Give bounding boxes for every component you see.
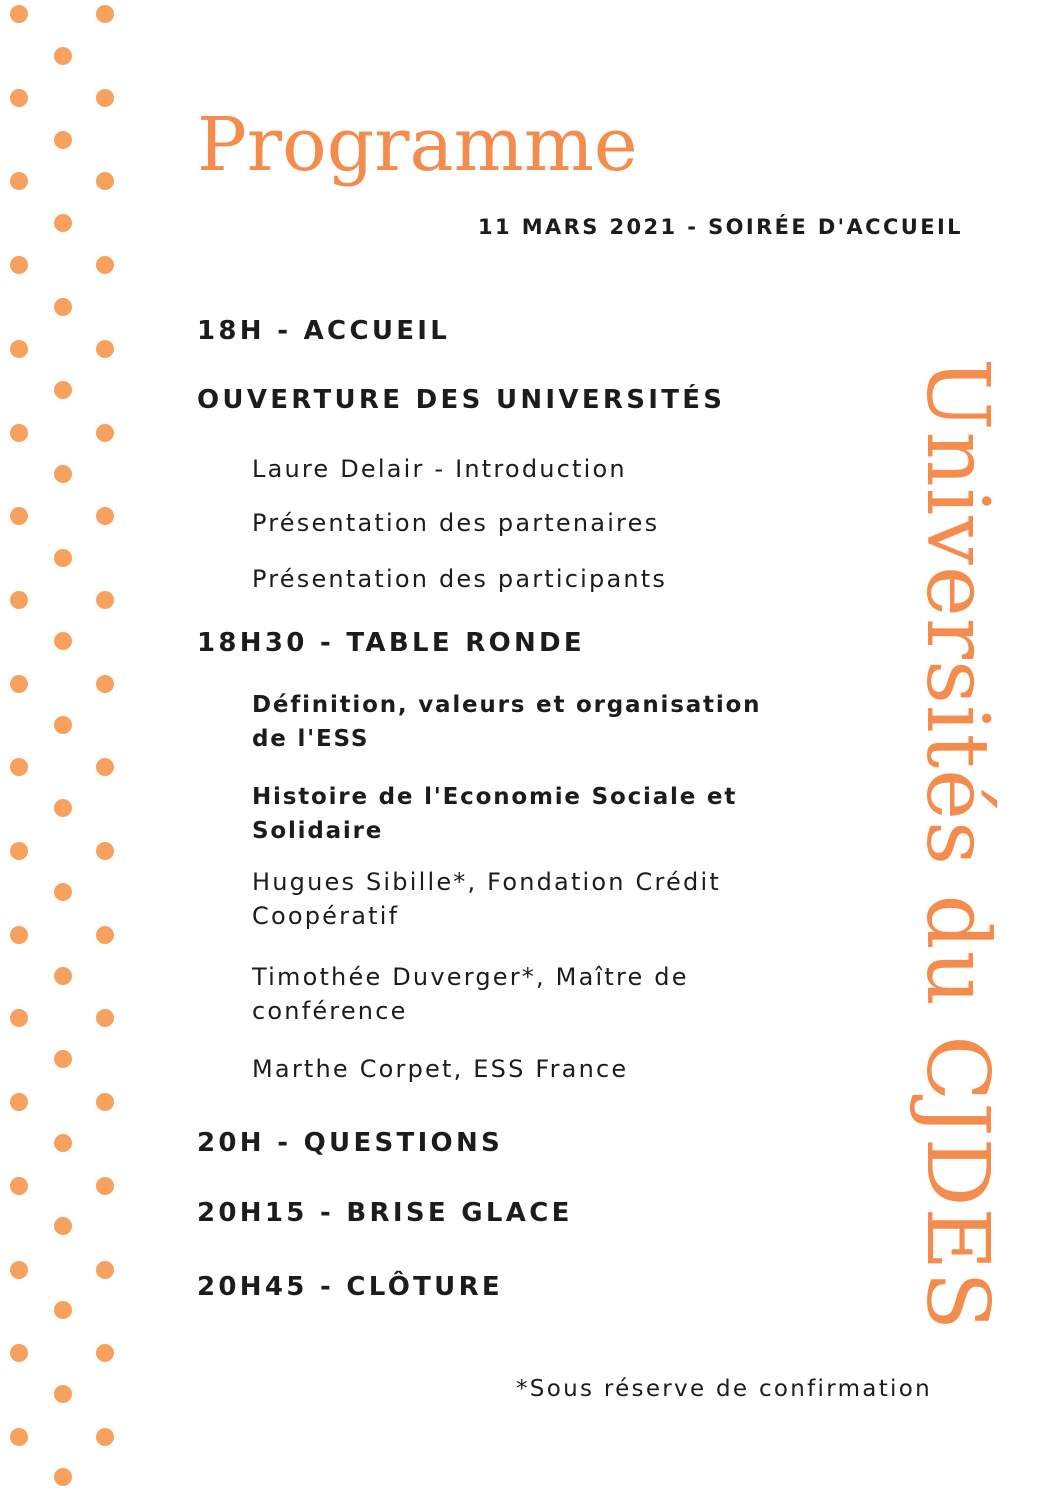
agenda-questions: 20H - QUESTIONS bbox=[197, 1128, 504, 1158]
decorative-dot bbox=[96, 591, 114, 609]
decorative-dot bbox=[10, 675, 28, 693]
decorative-dot bbox=[10, 507, 28, 525]
decorative-dot bbox=[96, 1093, 114, 1111]
vertical-event-title: Universités du CJDES bbox=[907, 358, 1007, 1332]
table-ronde-topic: Histoire de l'Economie Sociale et Solidaire bbox=[252, 784, 738, 844]
table-ronde-speaker: Marthe Corpet, ESS France bbox=[252, 1055, 629, 1083]
decorative-dot bbox=[54, 632, 72, 650]
decorative-dot bbox=[96, 675, 114, 693]
decorative-dot bbox=[54, 1050, 72, 1068]
table-ronde-topic: Définition, valeurs et organisation de l'ESS bbox=[252, 692, 762, 752]
decorative-dot bbox=[96, 507, 114, 525]
decorative-dot bbox=[10, 1261, 28, 1279]
decorative-dot bbox=[54, 298, 72, 316]
decorative-dot bbox=[10, 1009, 28, 1027]
decorative-dot bbox=[96, 926, 114, 944]
decorative-dot bbox=[96, 424, 114, 442]
decorative-dot bbox=[96, 842, 114, 860]
agenda-brise-glace: 20H15 - BRISE GLACE bbox=[197, 1198, 573, 1228]
agenda-cloture: 20H45 - CLÔTURE bbox=[197, 1272, 503, 1302]
decorative-dot bbox=[10, 340, 28, 358]
decorative-dot bbox=[10, 172, 28, 190]
decorative-dot bbox=[54, 967, 72, 985]
decorative-dot bbox=[10, 424, 28, 442]
decorative-dot bbox=[54, 1134, 72, 1152]
agenda-ouverture-heading: OUVERTURE DES UNIVERSITÉS bbox=[197, 385, 726, 415]
ouverture-item: Présentation des partenaires bbox=[252, 509, 660, 537]
decorative-dot bbox=[10, 842, 28, 860]
decorative-dot bbox=[54, 131, 72, 149]
polka-dot-decoration bbox=[0, 0, 140, 1497]
decorative-dot bbox=[96, 758, 114, 776]
decorative-dot bbox=[10, 256, 28, 274]
decorative-dot bbox=[96, 5, 114, 23]
decorative-dot bbox=[54, 465, 72, 483]
decorative-dot bbox=[54, 1301, 72, 1319]
decorative-dot bbox=[54, 716, 72, 734]
decorative-dot bbox=[54, 47, 72, 65]
decorative-dot bbox=[10, 89, 28, 107]
decorative-dot bbox=[96, 1344, 114, 1362]
decorative-dot bbox=[54, 1468, 72, 1486]
table-ronde-speaker: Timothée Duverger*, Maître de conférence bbox=[252, 963, 689, 1025]
decorative-dot bbox=[10, 1093, 28, 1111]
agenda-table-ronde-heading: 18H30 - TABLE RONDE bbox=[197, 628, 585, 658]
decorative-dot bbox=[54, 1385, 72, 1403]
decorative-dot bbox=[10, 926, 28, 944]
decorative-dot bbox=[10, 5, 28, 23]
ouverture-item: Laure Delair - Introduction bbox=[252, 455, 627, 483]
decorative-dot bbox=[96, 1428, 114, 1446]
decorative-dot bbox=[10, 1428, 28, 1446]
event-date-subtitle: 11 MARS 2021 - SOIRÉE D'ACCUEIL bbox=[478, 215, 963, 239]
decorative-dot bbox=[96, 340, 114, 358]
decorative-dot bbox=[54, 799, 72, 817]
decorative-dot bbox=[96, 1177, 114, 1195]
footnote: *Sous réserve de confirmation bbox=[516, 1376, 932, 1402]
decorative-dot bbox=[96, 172, 114, 190]
decorative-dot bbox=[10, 758, 28, 776]
decorative-dot bbox=[96, 1009, 114, 1027]
decorative-dot bbox=[96, 256, 114, 274]
agenda-accueil: 18H - ACCUEIL bbox=[197, 316, 451, 346]
decorative-dot bbox=[54, 381, 72, 399]
ouverture-item: Présentation des participants bbox=[252, 565, 668, 593]
table-ronde-speaker: Hugues Sibille*, Fondation Crédit Coopératif bbox=[252, 868, 721, 930]
decorative-dot bbox=[54, 1217, 72, 1235]
decorative-dot bbox=[54, 214, 72, 232]
decorative-dot bbox=[10, 1344, 28, 1362]
decorative-dot bbox=[54, 549, 72, 567]
decorative-dot bbox=[54, 883, 72, 901]
page-title: Programme bbox=[197, 102, 638, 188]
decorative-dot bbox=[96, 1261, 114, 1279]
decorative-dot bbox=[96, 89, 114, 107]
decorative-dot bbox=[10, 591, 28, 609]
decorative-dot bbox=[10, 1177, 28, 1195]
